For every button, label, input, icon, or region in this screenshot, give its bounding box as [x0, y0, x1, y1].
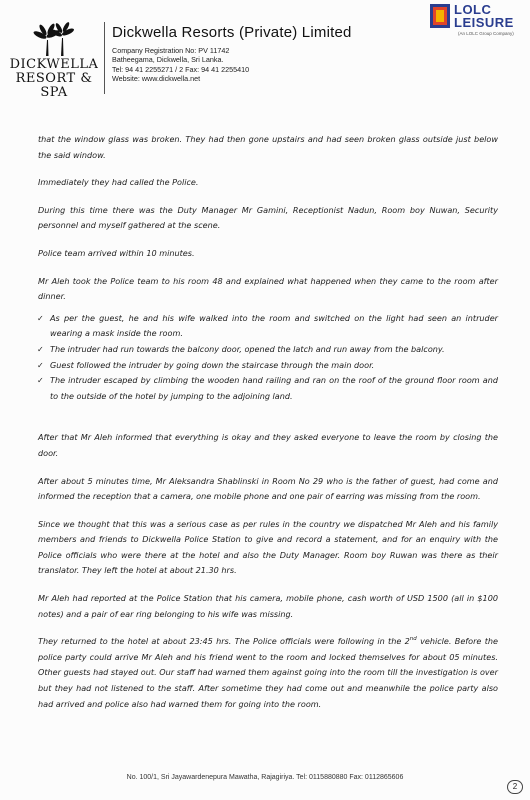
check-icon: ✓ [37, 313, 44, 323]
paragraph: Since we thought that this was a serious case as per rules in the country we dispatched Mr Aleh and his family members and friends to Dickwella Police Station to give and record a statement, and for an enquiry with the Police officials who were there at the hotel and also the Duty Manager. Room boy Ruwan was there as their translator. They left the hotel at about 21.30 hrs. [38, 518, 498, 576]
footer-address: No. 100/1, Sri Jayawardenepura Mawatha, Rajagiriya. Tel: 0115880880 Fax: 0112865606 [126, 774, 404, 781]
resort-logo [8, 18, 100, 98]
palm-trees-icon [30, 18, 78, 58]
list-item [38, 342, 498, 358]
company-website: Website: www.dickwella.net [112, 74, 201, 84]
paragraph: Mr Aleh had reported at the Police Station that his camera, mobile phone, cash worth of USD 1500 (all in $100 notes) and a pair of ear ring belonging to his wife was missing. [38, 593, 498, 619]
paragraph: Immediately they had called the Police. [38, 177, 199, 188]
list-item-text: The intruder had run towards the balcony door, opened the latch and run away from the balcony. [50, 343, 445, 354]
paragraph-text: vehicle. Before the police party could arrive Mr Aleh and his friend went to the room and locked themselves for about 05 minutes. Other guests had stayed out. Our staff had warned them against going into the room till the investigation is over but they had not listened to the staff. After sometime they had come out and meanwhile the police party also had arrived and police also had warned them for going into the room. [38, 636, 498, 709]
paragraph: After that Mr Aleh informed that everything is okay and they asked everyone to leave the room by closing the door. [38, 432, 498, 458]
company-contact: Tel: 94 41 2255271 / 2 Fax: 94 41 2255410 [112, 64, 250, 74]
paragraph [38, 634, 498, 712]
company-info [112, 24, 392, 84]
header-divider [104, 22, 105, 94]
brand-name-line1: LOLC [454, 2, 492, 17]
paragraph-text: They returned to the hotel at about 23:45 hrs. The Police officials were following in the 2 [38, 636, 410, 647]
lolc-leisure-logo [428, 2, 528, 44]
paragraph: Police team arrived within 10 minutes. [38, 247, 195, 258]
letter-body [38, 132, 498, 712]
list-item [38, 311, 498, 342]
paragraph: After about 5 minutes time, Mr Aleksandra Shablinski in Room No 29 who is the father of guest, had come and informed the reception that a camera, one mobile phone and one pair of earring was missing from the room. [38, 475, 498, 502]
company-address: Batheegama, Dickwella, Sri Lanka. [112, 55, 224, 65]
list-item-text: Guest followed the intruder by going down the staircase through the main door. [50, 359, 375, 370]
check-icon: ✓ [37, 360, 44, 370]
page-number: 2 [507, 780, 523, 794]
logo-text-line2: RESORT & SPA [15, 71, 93, 100]
list-item-text: The intruder escaped by climbing the wooden hand railing and ran on the roof of the ground floor room and to the outside of the hotel by jumping to the adjoining land. [50, 375, 498, 401]
brand-subtitle: (An LOLC Group Company) [458, 31, 514, 36]
list-item [38, 373, 498, 404]
brand-mark-icon [430, 4, 450, 28]
paragraph: Mr Aleh took the Police team to his room 48 and explained what happened when they came to the room after dinner. [38, 275, 498, 302]
list-item [38, 358, 498, 374]
incident-list [38, 311, 498, 405]
paragraph: that the window glass was broken. They had then gone upstairs and had seen broken glass outside just below the said window. [38, 134, 498, 160]
check-icon: ✓ [37, 344, 44, 354]
company-registration: Company Registration No: PV 11742 [112, 46, 230, 55]
paragraph: During this time there was the Duty Manager Mr Gamini, Receptionist Nadun, Room boy Nuwan, Security personnel and myself gathered at the scene. [38, 204, 498, 231]
ordinal-suffix: nd [409, 636, 417, 643]
list-item-text: As per the guest, he and his wife walked into the room and switched on the light had seen an intruder wearing a mask inside the room. [50, 312, 498, 339]
company-name: Dickwella Resorts (Private) Limited [112, 24, 352, 41]
logo-text-line1: DICKWELLA [9, 57, 99, 72]
check-icon: ✓ [37, 376, 44, 386]
brand-name-line2: LEISURE [454, 15, 514, 30]
